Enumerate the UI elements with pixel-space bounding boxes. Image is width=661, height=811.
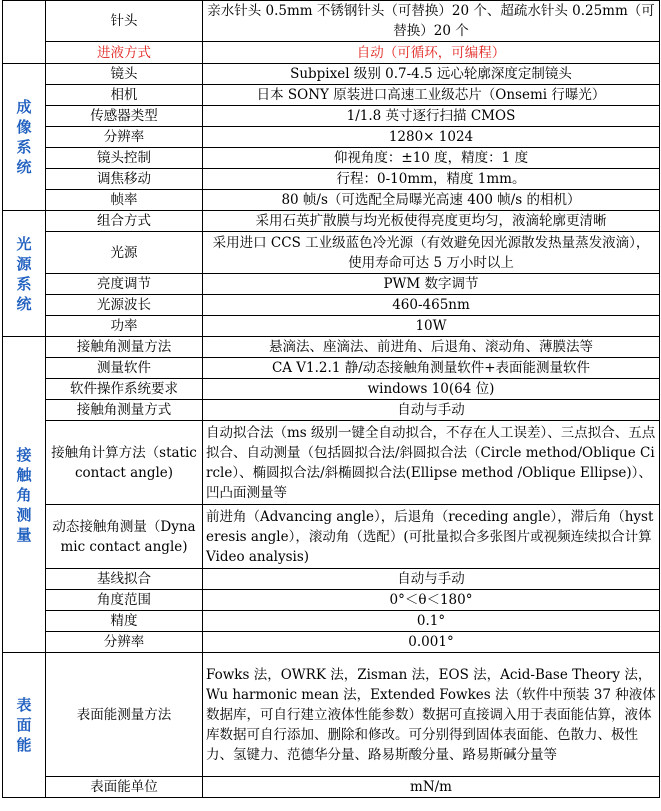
table-row: [3, 316, 660, 337]
row-label: 帧率: [46, 190, 203, 211]
row-value: 采用进口 CCS 工业级蓝色冷光源（有效避免因光源散发热量蒸发液滴），使用寿命可达 5 万小时以上: [203, 232, 660, 274]
group-title-char: 系: [16, 274, 32, 293]
row-value: windows 10(64 位): [203, 379, 660, 400]
table-row: [3, 295, 660, 316]
row-label: 镜头控制: [46, 148, 203, 169]
row-value: 1/1.8 英寸逐行扫描 CMOS: [203, 106, 660, 127]
table-row: [3, 358, 660, 379]
group-title-char: 成: [16, 98, 32, 116]
row-label: 接触角测量方法: [46, 337, 203, 358]
row-value: 仰视角度：±10 度，精度：1 度: [203, 148, 660, 169]
row-label: 基线拟合: [46, 569, 203, 590]
table-row: [3, 421, 660, 505]
table-row: [3, 632, 660, 653]
row-value: 自动与手动: [203, 400, 660, 421]
row-label: 分辨率: [46, 127, 203, 148]
group-title-char: 面: [16, 716, 32, 734]
table-row: [3, 148, 660, 169]
row-label: 测量软件: [46, 358, 203, 379]
group-label-imaging: [3, 64, 46, 211]
row-value: 自动拟合法（ms 级别一键全自动拟合，不存在人工误差）、三点拟合、五点拟合、自动测量（包括圆拟合法/斜圆拟合法（Circle method/Oblique Circle）、椭圆拟合法/斜椭圆拟合法(Ellipse method /Oblique Ellipse)）、凹凸面测量等: [203, 421, 660, 505]
group-cell-empty: [3, 1, 46, 64]
group-title-char: 系: [16, 138, 32, 156]
row-label: 进液方式: [46, 42, 203, 64]
table-row: [3, 611, 660, 632]
group-label-contact: [3, 337, 46, 653]
row-value: 460-465nm: [203, 295, 660, 316]
group-title-char: 像: [16, 118, 32, 136]
row-value: 0°＜θ＜180°: [203, 590, 660, 611]
table-row: [3, 653, 660, 777]
row-label: 镜头: [46, 64, 203, 85]
group-title-char: 源: [16, 254, 32, 273]
table-row: [3, 106, 660, 127]
row-label: 分辨率: [46, 632, 203, 653]
row-label: 角度范围: [46, 590, 203, 611]
row-value: 自动与手动: [203, 569, 660, 590]
table-row: [3, 42, 660, 64]
row-label: 光源: [46, 232, 203, 274]
row-value: 0.001°: [203, 632, 660, 653]
row-value: 采用石英扩散膜与均光板使得亮度更均匀，液滴轮廓更清晰: [203, 211, 660, 232]
row-value: 日本 SONY 原装进口高速工业级芯片（Onsemi 行曝光）: [203, 85, 660, 106]
group-title-char: 触: [16, 465, 32, 484]
group-title: [6, 445, 42, 545]
table-row: [3, 274, 660, 295]
row-value: mN/m: [203, 777, 660, 798]
row-value: 自动（可循环，可编程）: [203, 42, 660, 64]
row-value: 1280× 1024: [203, 127, 660, 148]
row-label: 功率: [46, 316, 203, 337]
row-value: 悬滴法、座滴法、前进角、后退角、滚动角、薄膜法等: [203, 337, 660, 358]
row-value: Subpixel 级别 0.7-4.5 远心轮廓深度定制镜头: [203, 64, 660, 85]
row-label: 接触角测量方式: [46, 400, 203, 421]
row-label: 相机: [46, 85, 203, 106]
row-label: 软件操作系统要求: [46, 379, 203, 400]
table-row: [3, 169, 660, 190]
row-label: 组合方式: [46, 211, 203, 232]
group-title: [6, 234, 42, 314]
group-title-char: 接: [16, 445, 32, 464]
table-row: [3, 211, 660, 232]
group-title-char: 测: [16, 505, 32, 524]
row-label: 调焦移动: [46, 169, 203, 190]
row-value: 80 帧/s（可选配全局曝光高速 400 帧/s 的相机）: [203, 190, 660, 211]
table-row: [3, 379, 660, 400]
table-row: [3, 232, 660, 274]
row-value: Fowks 法，OWRK 法，Zisman 法，EOS 法，Acid-Base Theory 法，Wu harmonic mean 法，Extended Fowkes 法（软件中预装 37 种液体数据库，可自行建立液体性能参数）数据可直接调入用于表面能估算，液体库数据可自行添加、删除和修改。可分别得到固体表面能、色散力、极性力、氢键力、范德华分量、路易斯酸分量、路易斯碱分量等: [203, 653, 660, 777]
group-title-char: 能: [16, 736, 32, 754]
table-row: [3, 505, 660, 569]
group-title-char: 角: [16, 485, 32, 504]
table-row: [3, 569, 660, 590]
table-row: [3, 1, 660, 42]
row-value: 前进角（Advancing angle），后退角（receding angle），滞后角（hysteresis angle），滚动角（选配）(可批量拟合多张图片或视频连续拟合计算 Video analysis): [203, 505, 660, 569]
group-title: [6, 695, 42, 755]
group-title-char: 量: [16, 525, 32, 544]
row-value: CA V1.2.1 静/动态接触角测量软件+表面能测量软件: [203, 358, 660, 379]
row-label: 动态接触角测量（Dynamic contact angle): [46, 505, 203, 569]
row-label: 光源波长: [46, 295, 203, 316]
table-row: [3, 777, 660, 798]
row-value: 0.1°: [203, 611, 660, 632]
group-label-surface: [3, 653, 46, 798]
row-label: 接触角计算方法（static contact angle): [46, 421, 203, 505]
table-row: [3, 590, 660, 611]
table-row: [3, 400, 660, 421]
row-value: 10W: [203, 316, 660, 337]
group-title-char: 表: [16, 696, 32, 714]
table-row: [3, 85, 660, 106]
group-title-char: 统: [16, 158, 32, 176]
row-label: 精度: [46, 611, 203, 632]
row-value: 亲水针头 0.5mm 不锈钢针头（可替换）20 个、超疏水针头 0.25mm（可替换）20 个: [203, 1, 660, 42]
row-label: 表面能测量方法: [46, 653, 203, 777]
row-value: 行程：0-10mm，精度 1mm。: [203, 169, 660, 190]
spec-table: [2, 0, 660, 798]
group-title-char: 光: [16, 234, 32, 253]
row-label: 表面能单位: [46, 777, 203, 798]
table-row: [3, 127, 660, 148]
row-label: 传感器类型: [46, 106, 203, 127]
row-label: 亮度调节: [46, 274, 203, 295]
group-title-char: 统: [16, 294, 32, 313]
group-title: [6, 97, 42, 177]
row-label: 针头: [46, 1, 203, 42]
row-value: PWM 数字调节: [203, 274, 660, 295]
table-row: [3, 64, 660, 85]
group-label-light: [3, 211, 46, 337]
table-row: [3, 190, 660, 211]
table-row: [3, 337, 660, 358]
